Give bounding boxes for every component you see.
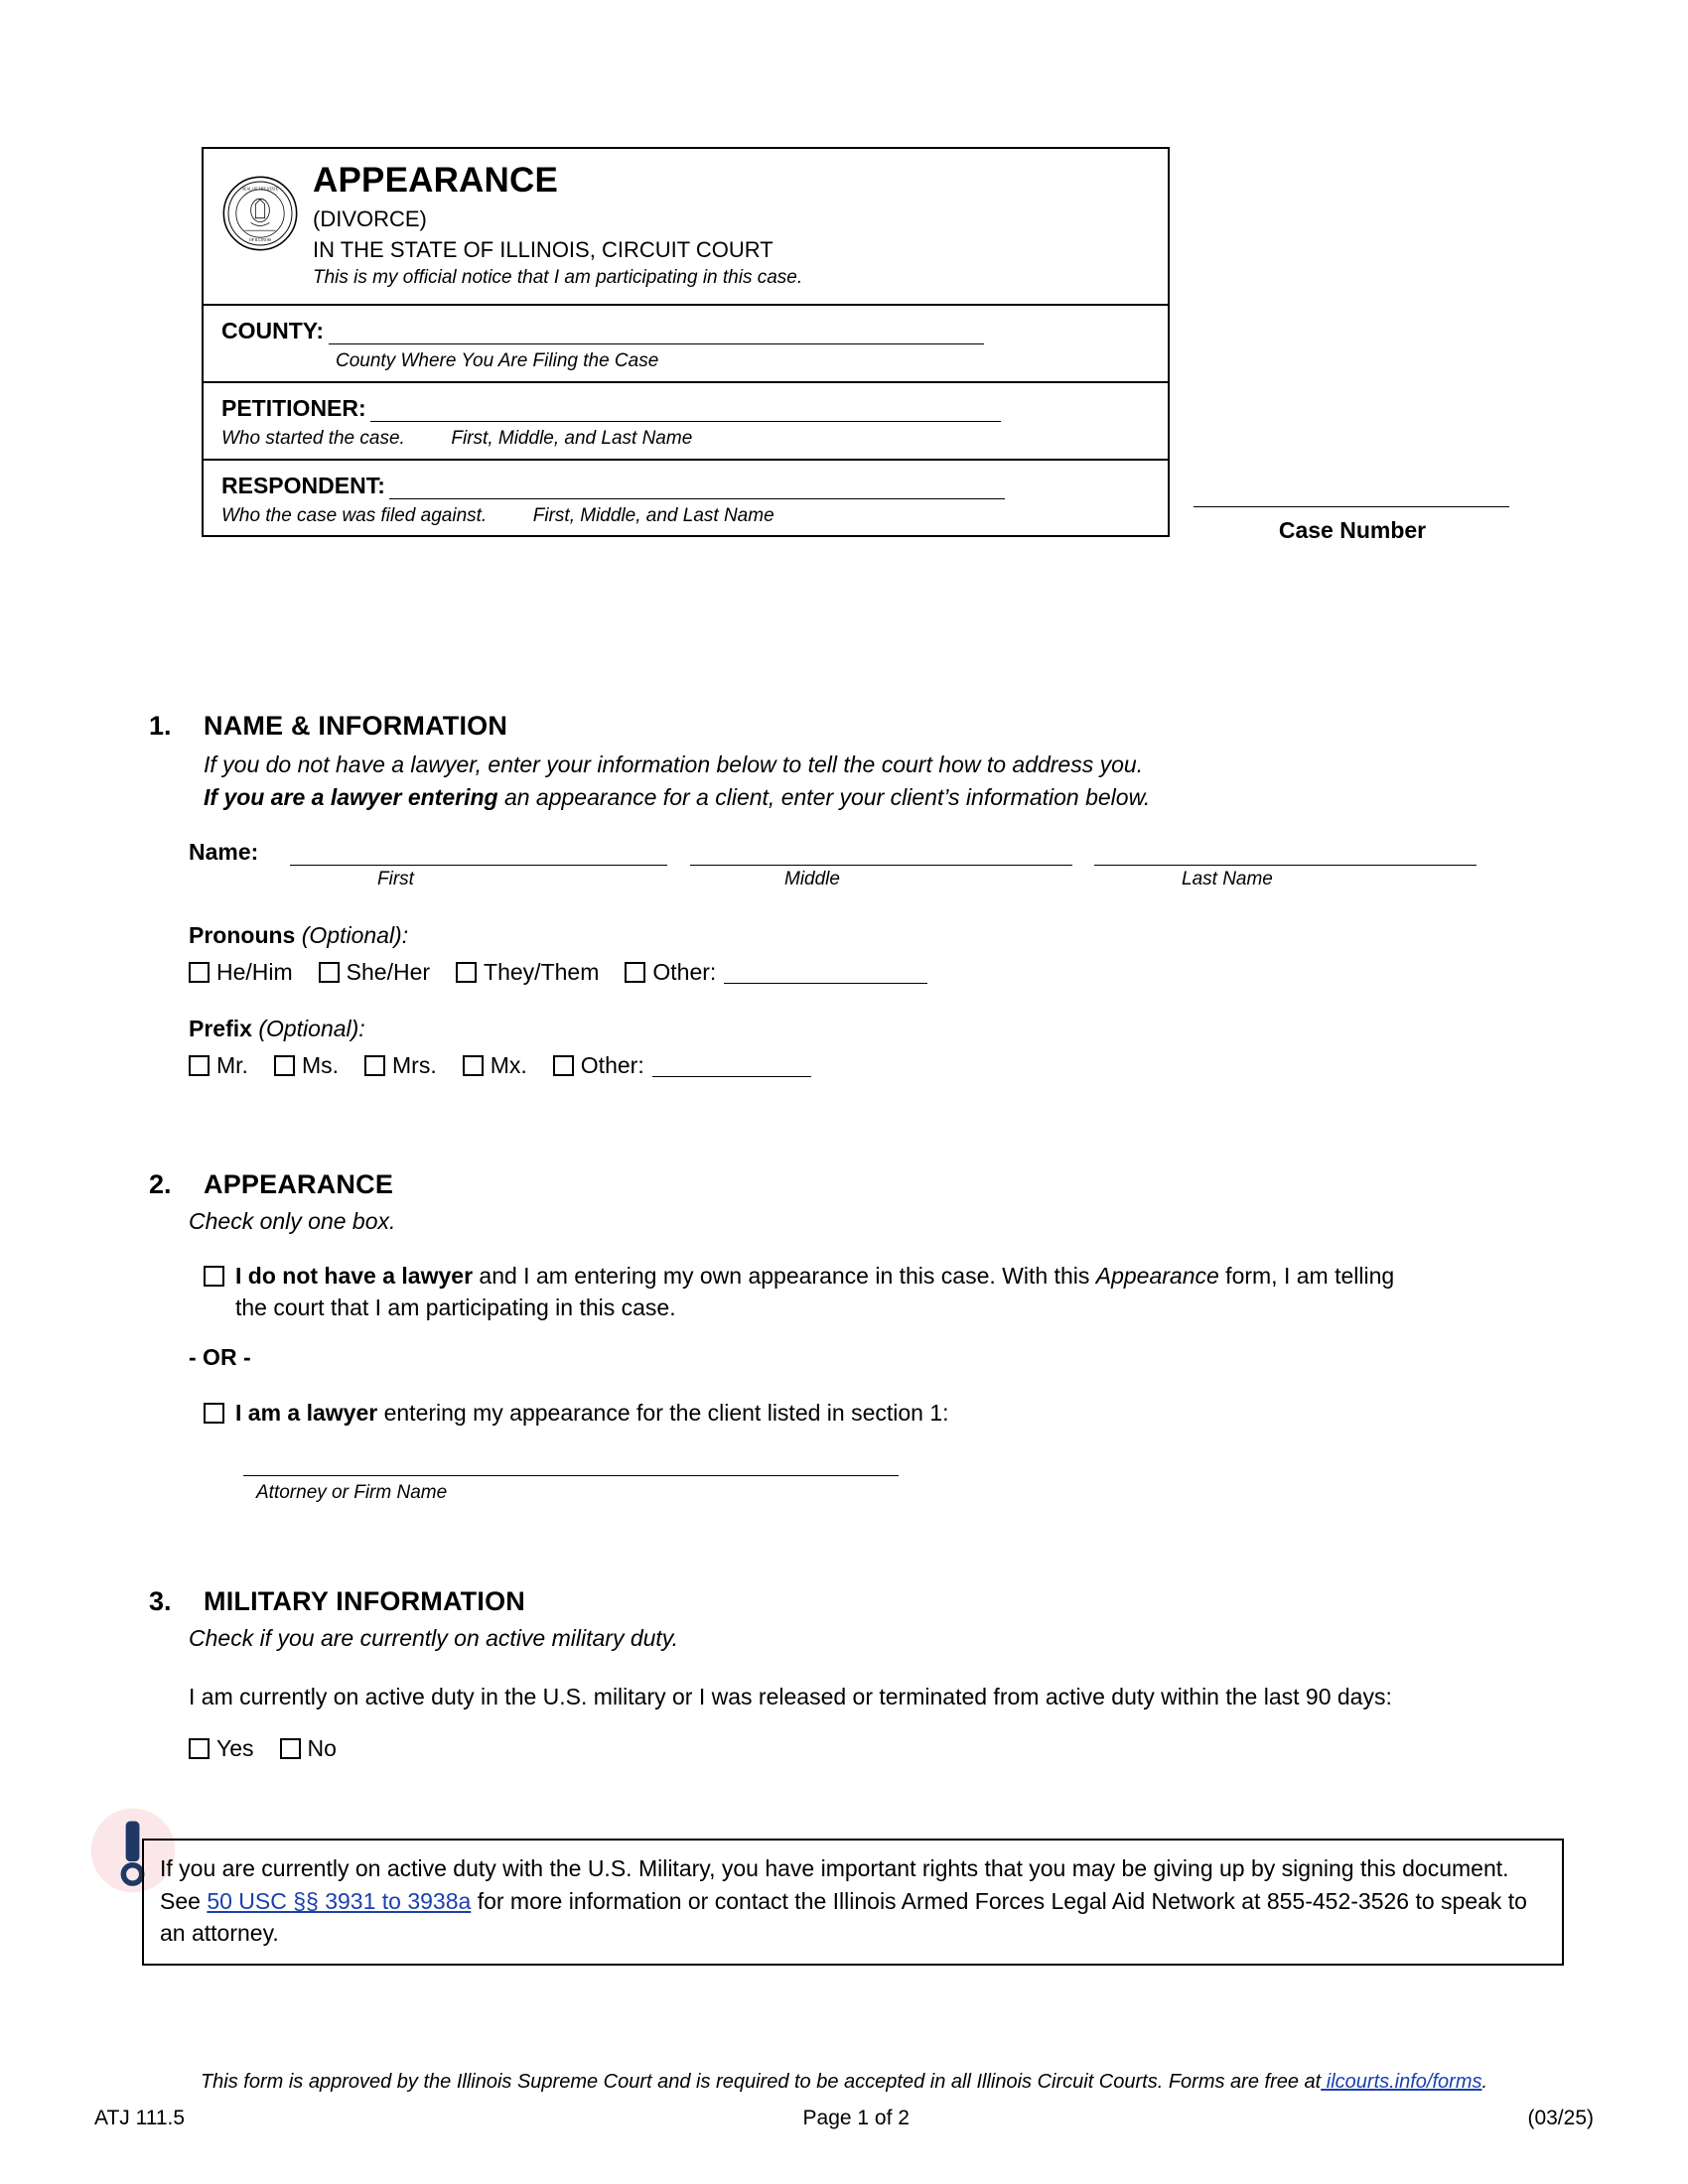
middle-name-hint: Middle (784, 869, 840, 890)
prefix-label: Prefix (189, 1016, 252, 1042)
section2-instruction: Check only one box. (189, 1208, 396, 1234)
checkbox-mx[interactable] (463, 1055, 484, 1076)
section-name-information (149, 711, 1559, 1079)
county-input[interactable] (329, 320, 984, 344)
option-lawyer-text: entering my appearance for the client listed in section 1: (377, 1399, 949, 1426)
section2-title: APPEARANCE (204, 1169, 394, 1199)
footer-approval-end: . (1481, 2071, 1488, 2093)
prefix-option-mrs[interactable] (364, 1052, 437, 1079)
footer-page-number: Page 1 of 2 (802, 2107, 910, 2129)
pronouns-optional: (Optional): (295, 922, 409, 949)
checkbox-pronoun-other[interactable] (625, 962, 645, 983)
attorney-name-input[interactable] (243, 1475, 899, 1476)
court-line: IN THE STATE OF ILLINOIS, CIRCUIT COURT (313, 237, 774, 263)
section1-number: 1. (149, 711, 172, 741)
option-lawyer-bold: I am a lawyer (235, 1399, 378, 1426)
military-option-no[interactable] (280, 1735, 337, 1762)
last-name-hint: Last Name (1182, 869, 1273, 890)
military-label-no: No (307, 1735, 337, 1761)
svg-text:SEAL OF THE STATE: SEAL OF THE STATE (241, 187, 279, 192)
ilcourts-forms-link[interactable]: ilcourts.info/forms (1321, 2071, 1482, 2093)
prefix-label-mr: Mr. (216, 1052, 248, 1079)
illinois-state-seal-icon (221, 175, 299, 252)
prefix-label-mrs: Mrs. (392, 1052, 437, 1079)
respondent-input[interactable] (389, 475, 1005, 499)
option-self-italic: Appearance (1095, 1262, 1219, 1289)
county-label: COUNTY: (221, 318, 325, 343)
county-row (204, 306, 1168, 383)
case-number-block (1194, 486, 1511, 544)
appearance-option-self-text (204, 1260, 1425, 1324)
pronoun-label-they-them: They/Them (484, 959, 600, 986)
checkbox-prefix-other[interactable] (553, 1055, 574, 1076)
prefix-option-other[interactable] (553, 1052, 811, 1079)
checkbox-is-lawyer[interactable] (204, 1403, 224, 1424)
section1-intro-1: If you do not have a lawyer, enter your information below to tell the court how to address you. (204, 751, 1144, 777)
caption-header (204, 149, 1168, 306)
pronoun-option-they-them[interactable] (456, 959, 599, 986)
case-number-input[interactable] (1194, 486, 1511, 506)
military-statement: I am currently on active duty in the U.S. military or I was released or terminated from active duty within the last 90 days: (189, 1683, 1392, 1709)
petitioner-hint-1: Who started the case. (221, 427, 405, 449)
pronoun-label-other: Other: (652, 959, 717, 986)
case-number-rule (1194, 506, 1509, 507)
prefix-label-other: Other: (580, 1052, 644, 1079)
pronoun-label-she-her: She/Her (346, 959, 431, 986)
case-number-label: Case Number (1278, 517, 1427, 543)
name-hints (149, 869, 1559, 892)
pronouns-label: Pronouns (189, 922, 296, 949)
checkbox-military-yes[interactable] (189, 1738, 210, 1759)
section3-instruction: Check if you are currently on active military duty. (189, 1625, 678, 1651)
petitioner-row (204, 383, 1168, 461)
attorney-name-hint: Attorney or Firm Name (256, 1481, 448, 1503)
pronoun-option-he-him[interactable] (189, 959, 293, 986)
footer-row (94, 2107, 1594, 2130)
official-notice-text: This is my official notice that I am participating in this case. (313, 266, 803, 288)
respondent-label: RESPONDENT: (221, 472, 385, 498)
military-option-yes[interactable] (189, 1735, 254, 1762)
prefix-option-mx[interactable] (463, 1052, 527, 1079)
section-military-information (149, 1586, 1559, 1762)
prefix-heading (149, 1016, 1559, 1042)
footer-approval-note (0, 2071, 1688, 2094)
respondent-hint (221, 504, 1156, 528)
pronoun-option-other[interactable] (625, 959, 927, 986)
prefix-label-mx: Mx. (490, 1052, 527, 1079)
section1-intro-2 (204, 781, 1559, 814)
section1-intro-2-rest: an appearance for a client, enter your client’s information below. (497, 783, 1151, 810)
pronoun-label-he-him: He/Him (216, 959, 293, 986)
warning-text-1: If you are currently on active duty with the U.S. Military, you have important rights that you may be giving up by signing this document. See (160, 1855, 1509, 1914)
form-subtitle: (DIVORCE) (313, 205, 427, 231)
checkbox-mrs[interactable] (364, 1055, 385, 1076)
svg-text:OF ILLINOIS: OF ILLINOIS (248, 238, 272, 243)
military-label-yes: Yes (216, 1735, 254, 1761)
section3-title: MILITARY INFORMATION (204, 1586, 525, 1616)
prefix-label-ms: Ms. (301, 1052, 340, 1079)
checkbox-mr[interactable] (189, 1055, 210, 1076)
first-name-hint: First (377, 869, 414, 890)
footer-approval-text: This form is approved by the Illinois Supreme Court and is required to be accepted in all Illinois Circuit Courts. Forms are free at (200, 2071, 1322, 2093)
military-options (149, 1735, 1559, 1762)
respondent-row (204, 461, 1168, 536)
middle-name-input[interactable] (690, 841, 1072, 866)
first-name-input[interactable] (290, 841, 667, 866)
appearance-option-self[interactable] (149, 1260, 1425, 1324)
option-self-text-2: form, I am telling the court that I am participating in this case. (235, 1262, 1395, 1321)
warning-text-2: for more information or contact the Illinois Armed Forces Legal Aid Network at 855-452-3526 to speak to an attorney. (160, 1887, 1527, 1947)
prefix-option-mr[interactable] (189, 1052, 248, 1079)
checkbox-they-them[interactable] (456, 962, 477, 983)
footer-form-id: ATJ 111.5 (94, 2107, 186, 2129)
checkbox-military-no[interactable] (280, 1738, 301, 1759)
footer-revision: (03/25) (1527, 2107, 1594, 2129)
option-self-text: and I am entering my own appearance in this case. With this (473, 1262, 1096, 1289)
respondent-hint-1: Who the case was filed against. (221, 504, 488, 526)
military-rights-warning (142, 1839, 1564, 1966)
appearance-option-lawyer[interactable] (149, 1397, 1425, 1430)
section-appearance (149, 1169, 1559, 1504)
section1-title: NAME & INFORMATION (204, 711, 508, 741)
option-self-bold: I do not have a lawyer (235, 1262, 474, 1289)
section3-number: 3. (149, 1586, 172, 1616)
petitioner-input[interactable] (370, 397, 1001, 422)
name-label: Name: (189, 839, 259, 866)
usc-statute-link[interactable]: 50 USC §§ 3931 to 3938a (207, 1887, 472, 1914)
section2-number: 2. (149, 1169, 172, 1199)
prefix-optional: (Optional): (251, 1016, 365, 1042)
checkbox-he-him[interactable] (189, 962, 210, 983)
petitioner-hint-2: First, Middle, and Last Name (451, 427, 693, 449)
appearance-option-lawyer-text (204, 1397, 1425, 1430)
prefix-option-ms[interactable] (274, 1052, 339, 1079)
caption-box (202, 147, 1170, 537)
prefix-options (149, 1052, 1559, 1079)
or-divider-label: - OR - (189, 1343, 251, 1370)
respondent-hint-2: First, Middle, and Last Name (532, 504, 774, 526)
section1-intro-2-bold: If you are a lawyer entering (204, 783, 498, 810)
checkbox-she-her[interactable] (319, 962, 340, 983)
form-title: APPEARANCE (313, 161, 559, 200)
checkbox-no-lawyer[interactable] (204, 1266, 224, 1287)
pronouns-options (149, 959, 1559, 986)
pronouns-heading (149, 922, 1559, 949)
checkbox-ms[interactable] (274, 1055, 295, 1076)
prefix-other-input[interactable] (652, 1055, 811, 1077)
last-name-input[interactable] (1094, 841, 1477, 866)
petitioner-hint (221, 427, 1156, 451)
petitioner-label: PETITIONER: (221, 394, 366, 421)
pronoun-option-she-her[interactable] (319, 959, 430, 986)
name-row (149, 839, 1559, 866)
county-hint: County Where You Are Filing the Case (336, 350, 659, 371)
pronoun-other-input[interactable] (724, 962, 927, 984)
